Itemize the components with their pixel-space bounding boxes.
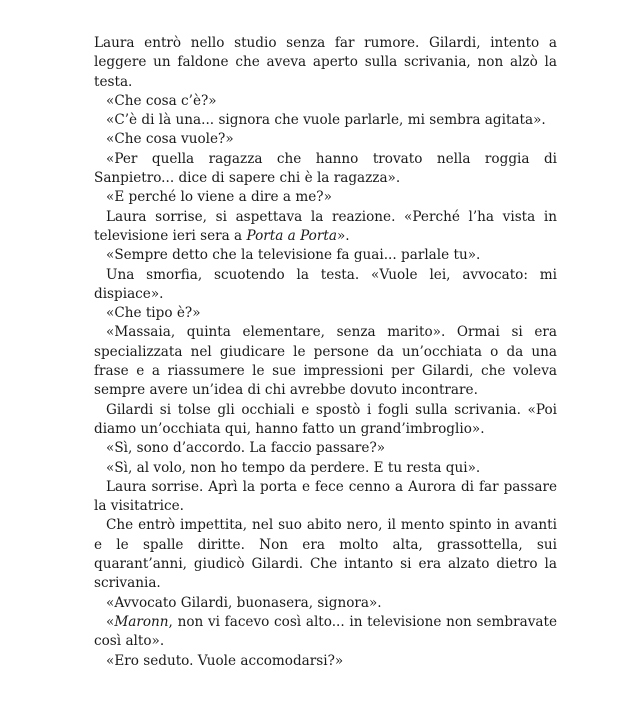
paragraph: «Massaia, quinta elementare, senza marito». Ormai si era specializzata nel giudicare le persone da un’occhiata o da una frase e a riassumere le sue impressioni per Gilardi, che voleva sempre avere un’idea di chi avrebbe dovuto incontrare. xyxy=(94,324,557,399)
paragraph: Che entrò impettita, nel suo abito nero, il mento spinto in avanti e le spalle diritte. Non era molto alta, grassottella, sui quarant’anni, giudicò Gilardi. Che intanto si era alzato dietro la scrivania. xyxy=(94,517,557,592)
paragraph-text: ». xyxy=(336,227,350,244)
paragraph: «Sempre detto che la televisione fa guai... parlale tu». xyxy=(106,247,481,264)
paragraph: «C’è di là una... signora che vuole parlarle, mi sembra agitata». xyxy=(106,112,546,129)
paragraph xyxy=(94,613,557,652)
book-page xyxy=(94,34,557,671)
paragraph: «Che cosa vuole?» xyxy=(106,131,234,148)
paragraph: «Avvocato Gilardi, buonasera, signora». xyxy=(106,594,382,611)
paragraph: «E perché lo viene a dire a me?» xyxy=(106,189,332,206)
paragraph xyxy=(94,208,557,247)
paragraph-text: « xyxy=(106,613,115,630)
italic-title: Porta a Porta xyxy=(246,227,337,244)
paragraph: «Che tipo è?» xyxy=(106,305,201,322)
paragraph-text: , non vi facevo così alto... in televisione non sembravate così alto». xyxy=(94,613,557,650)
paragraph: Gilardi si tolse gli occhiali e spostò i fogli sulla scrivania. «Poi diamo un’occhiata qui, hanno fatto un grand’imbroglio». xyxy=(94,401,557,437)
paragraph: «Ero seduto. Vuole accomodarsi?» xyxy=(106,652,344,669)
italic-word: Maronn xyxy=(114,613,169,630)
paragraph: Laura entrò nello studio senza far rumore. Gilardi, intento a leggere un faldone che aveva aperto sulla scrivania, non alzò la testa. xyxy=(94,35,557,90)
paragraph: «Che cosa c’è?» xyxy=(106,92,217,109)
paragraph: «Sì, sono d’accordo. La faccio passare?» xyxy=(106,440,386,457)
paragraph-text: Laura sorrise, si aspettava la reazione. «Perché l’ha vista in televisione ieri sera a xyxy=(94,208,557,244)
paragraph: «Per quella ragazza che hanno trovato nella roggia di Sanpietro... dice di sapere chi è la ragazza». xyxy=(94,150,557,187)
paragraph: Una smorfia, scuotendo la testa. «Vuole lei, avvocato: mi dispiace». xyxy=(94,266,557,302)
paragraph: «Sì, al volo, non ho tempo da perdere. E tu resta qui». xyxy=(106,459,481,476)
paragraph: Laura sorrise. Aprì la porta e fece cenno a Aurora di far passare la visitatrice. xyxy=(94,478,557,515)
